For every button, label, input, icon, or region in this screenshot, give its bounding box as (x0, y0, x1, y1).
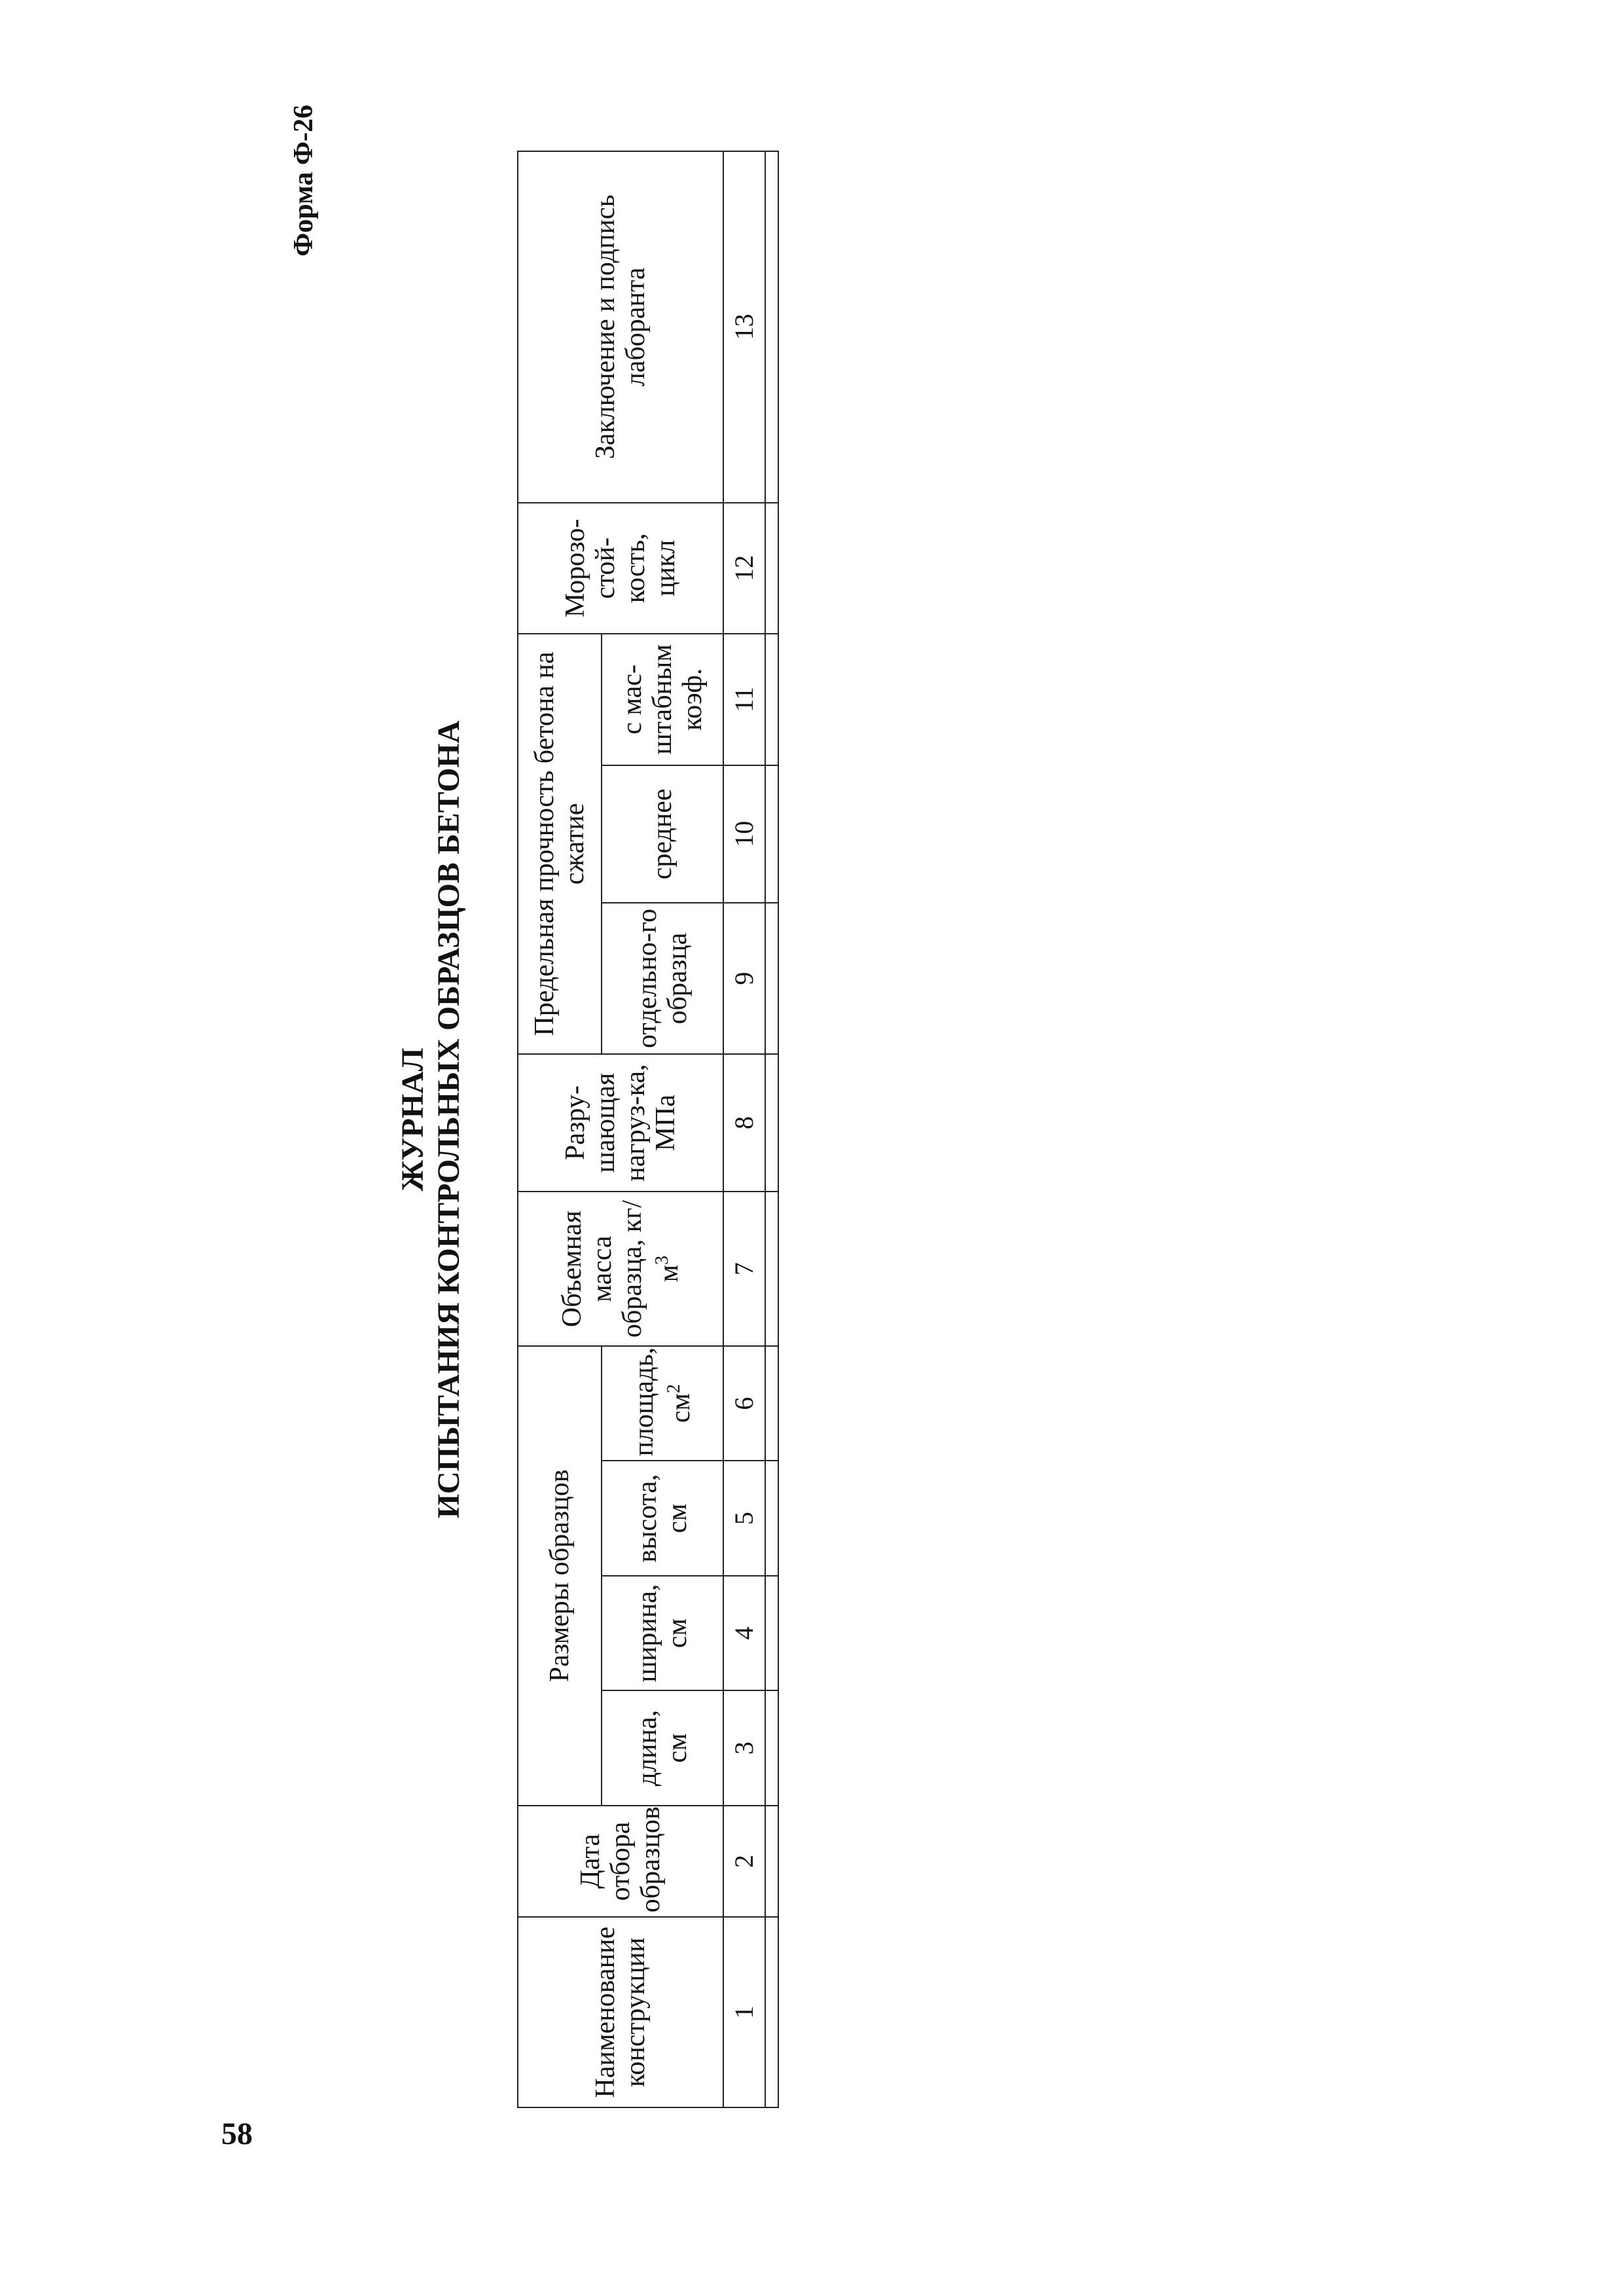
empty-cell (765, 765, 778, 903)
empty-cell (765, 151, 778, 503)
empty-cell (765, 1576, 778, 1690)
journal-table (517, 151, 779, 2108)
header-height: высота, см (602, 1461, 723, 1575)
empty-cell (765, 634, 778, 765)
column-number: 4 (723, 1576, 765, 1690)
header-conclusion: Заключение и подпись лаборанта (518, 151, 723, 503)
header-compressive-strength: Предельная прочность бетона на сжатие (518, 634, 602, 1054)
column-number: 11 (723, 634, 765, 765)
column-number: 2 (723, 1806, 765, 1917)
column-number: 7 (723, 1192, 765, 1346)
empty-cell (765, 1917, 778, 2107)
header-length: длина, см (602, 1690, 723, 1805)
empty-cell (765, 1192, 778, 1346)
empty-cell (765, 1346, 778, 1461)
header-sampling-date: Дата отбора образцов (518, 1806, 723, 1917)
column-number: 8 (723, 1054, 765, 1192)
empty-cell (765, 1806, 778, 1917)
rotated-sheet (262, 105, 825, 2134)
header-row-1 (518, 151, 602, 2107)
header-individual-sample: отдельно-го образца (602, 903, 723, 1054)
empty-cell (765, 1461, 778, 1575)
journal-title: ЖУРНАЛ (395, 1048, 430, 1192)
journal-subtitle: ИСПЫТАНИЯ КОНТРОЛЬНЫХ ОБРАЗЦОВ БЕТОНА (431, 720, 466, 1519)
column-number: 1 (723, 1917, 765, 2107)
header-construction-name: Наименование конструкции (518, 1917, 723, 2107)
empty-cell (765, 1690, 778, 1805)
header-scale-factor: с мас-штабным коэф. (602, 634, 723, 765)
column-number: 9 (723, 903, 765, 1054)
empty-data-row (765, 151, 778, 2107)
column-number-row (723, 151, 765, 2107)
header-width: ширина, см (602, 1576, 723, 1690)
header-breaking-load: Разру-шающая нагруз-ка, МПа (518, 1054, 723, 1192)
header-frost-resistance: Морозо-стой-кость, цикл (518, 503, 723, 634)
header-volume-mass: Объемная масса образца, $кг/м^3$ (518, 1192, 723, 1346)
column-number: 10 (723, 765, 765, 903)
column-number: 5 (723, 1461, 765, 1575)
column-number: 3 (723, 1690, 765, 1805)
empty-cell (765, 903, 778, 1054)
column-number: 6 (723, 1346, 765, 1461)
column-number: 12 (723, 503, 765, 634)
page-number: 58 (221, 2117, 253, 2151)
column-number: 13 (723, 151, 765, 503)
form-code: Форма Ф-26 (289, 105, 319, 257)
header-sample-sizes: Размеры образцов (518, 1346, 602, 1806)
empty-cell (765, 1054, 778, 1192)
header-average: среднее (602, 765, 723, 903)
header-area: площадь, $см^2$ (602, 1346, 723, 1461)
empty-cell (765, 503, 778, 634)
